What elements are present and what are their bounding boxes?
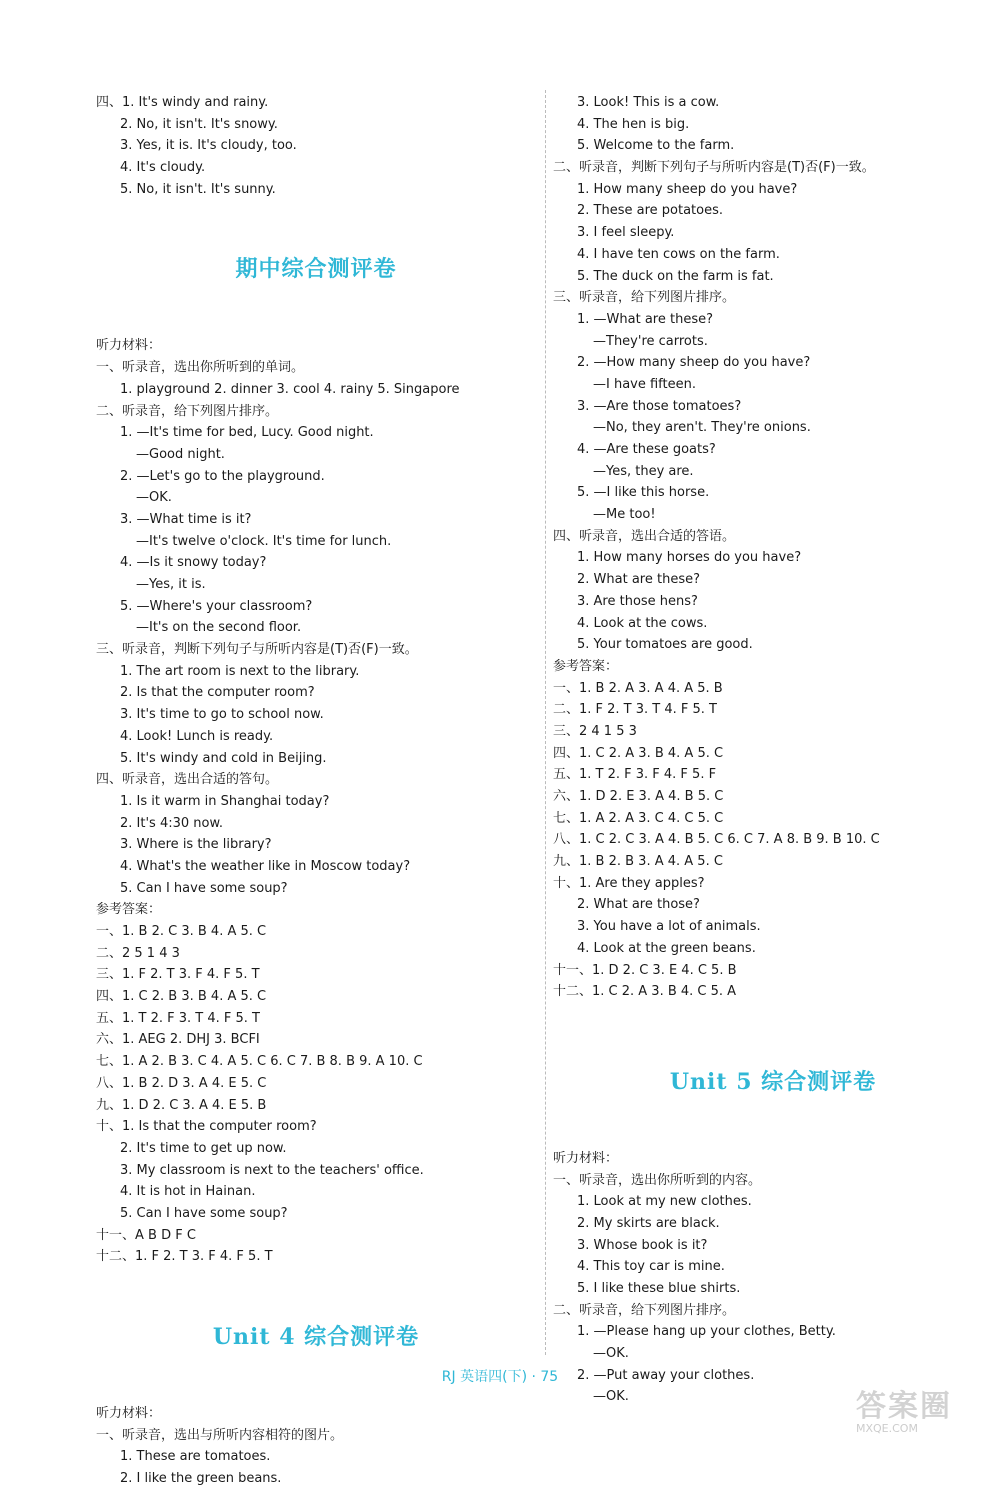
question-heading: 参考答案： bbox=[96, 902, 162, 918]
spacer bbox=[96, 1268, 536, 1320]
answer-line: 2. These are potatoes. bbox=[577, 203, 723, 219]
question-heading: 二、1. F 2. T 3. T 4. F 5. T bbox=[553, 702, 717, 718]
watermark-title: 答案圈 bbox=[856, 1389, 952, 1424]
answer-line: 4. Look! Lunch is ready. bbox=[120, 728, 274, 744]
spacer bbox=[96, 200, 536, 252]
answer-line: 2. Is that the computer room? bbox=[120, 685, 315, 701]
answer-line: 4. This toy car is mine. bbox=[577, 1259, 725, 1275]
answer-line: 5. Your tomatoes are good. bbox=[577, 637, 753, 653]
answer-line: 1. playground 2. dinner 3. cool 4. rainy 5. Singapore bbox=[120, 381, 460, 397]
left-column bbox=[96, 92, 536, 1490]
question-heading: 六、1. AEG 2. DHJ 3. BCFI bbox=[96, 1032, 260, 1048]
answer-line: 2. What are those? bbox=[577, 897, 700, 913]
question-heading: 听力材料： bbox=[553, 1150, 619, 1166]
spacer bbox=[96, 283, 536, 335]
question-heading: 参考答案： bbox=[553, 658, 619, 674]
answer-line: —Yes, they are. bbox=[593, 463, 694, 479]
answer-line: —It's on the second floor. bbox=[136, 620, 302, 636]
answer-line: —It's twelve o'clock. It's time for lunch. bbox=[136, 533, 392, 549]
question-heading: 二、2 5 1 4 3 bbox=[96, 945, 180, 961]
question-heading: 六、1. D 2. E 3. A 4. B 5. C bbox=[553, 789, 724, 804]
answer-line: 5. I like these blue shirts. bbox=[577, 1281, 741, 1296]
answer-line: 3. Where is the library? bbox=[120, 837, 272, 853]
answer-line: 4. What's the weather like in Moscow today? bbox=[120, 858, 411, 874]
question-heading: 五、1. T 2. F 3. F 4. F 5. F bbox=[553, 767, 717, 783]
answer-line: 5. Can I have some soup? bbox=[120, 1205, 288, 1221]
question-heading: 二、听录音，给下列图片排序。 bbox=[553, 1302, 736, 1318]
answer-line: 3. My classroom is next to the teachers' office. bbox=[120, 1162, 424, 1178]
right-column bbox=[553, 92, 993, 1408]
answer-line: 3. —What time is it? bbox=[120, 511, 252, 527]
question-heading: 八、1. C 2. C 3. A 4. B 5. C 6. C 7. A 8. B 9. B 10. C bbox=[553, 832, 880, 848]
answer-line: 5. The duck on the farm is fat. bbox=[577, 268, 774, 284]
answer-line: 1. —What are these? bbox=[577, 311, 713, 327]
answer-line: —I have fifteen. bbox=[593, 376, 696, 392]
answer-line: 1. Is it warm in Shanghai today? bbox=[120, 793, 330, 809]
answer-line: 3. Look! This is a cow. bbox=[577, 95, 720, 110]
answer-line: 2. My skirts are black. bbox=[577, 1215, 720, 1231]
column-divider bbox=[545, 90, 546, 1355]
question-heading: 二、听录音，判断下列句子与所听内容是(T)否(F)一致。 bbox=[553, 160, 875, 176]
question-heading: 一、听录音，选出与所听内容相符的图片。 bbox=[96, 1427, 344, 1443]
answer-line: 2. —Let's go to the playground. bbox=[120, 468, 325, 484]
question-heading: 十一、A B D F C bbox=[96, 1227, 196, 1243]
section-title: Unit 4 综合测评卷 bbox=[212, 1324, 420, 1350]
answer-line: 2. What are these? bbox=[577, 572, 700, 588]
answer-line: 4. It is hot in Hainan. bbox=[120, 1184, 256, 1200]
question-heading: 十一、1. D 2. C 3. E 4. C 5. B bbox=[553, 962, 737, 978]
answer-line: 4. —Are these goats? bbox=[577, 442, 716, 457]
answer-line: 3. —Are those tomatoes? bbox=[577, 398, 742, 414]
answer-line: 5. Can I have some soup? bbox=[120, 880, 288, 896]
answer-line: 4. Look at the cows. bbox=[577, 615, 708, 631]
answer-line: —They're carrots. bbox=[593, 333, 708, 349]
answer-line: —OK. bbox=[593, 1346, 629, 1362]
answer-line: 2. It's time to get up now. bbox=[120, 1140, 287, 1156]
section-title: Unit 5 综合测评卷 bbox=[669, 1068, 877, 1095]
question-heading: 四、1. C 2. B 3. B 4. A 5. C bbox=[96, 989, 267, 1005]
question-heading: 十二、1. C 2. A 3. B 4. C 5. A bbox=[553, 984, 737, 1000]
answer-line: —Me too! bbox=[593, 507, 656, 523]
answer-line: 3. Yes, it is. It's cloudy, too. bbox=[120, 138, 297, 154]
spacer bbox=[553, 1096, 993, 1148]
answer-line: 2. No, it isn't. It's snowy. bbox=[120, 116, 278, 132]
question-heading: 十、1. Is that the computer room? bbox=[96, 1119, 317, 1135]
question-heading: 四、听录音，选出合适的答语。 bbox=[553, 528, 736, 544]
question-heading: 三、2 4 1 5 3 bbox=[553, 723, 637, 739]
page-footer: RJ 英语四(下) · 75 bbox=[441, 1369, 559, 1385]
question-heading: 九、1. B 2. B 3. A 4. A 5. C bbox=[553, 854, 723, 870]
question-heading: 三、听录音，判断下列句子与所听内容是(T)否(F)一致。 bbox=[96, 642, 418, 658]
question-heading: 一、听录音，选出你所听到的内容。 bbox=[553, 1172, 762, 1188]
watermark-url: MXQE.COM bbox=[856, 1422, 918, 1435]
question-heading: 二、听录音，给下列图片排序。 bbox=[96, 403, 279, 419]
answer-line: 4. Look at the green beans. bbox=[577, 940, 756, 956]
answer-line: —OK. bbox=[593, 1389, 629, 1405]
spacer bbox=[553, 1003, 993, 1065]
answer-line: 5. Welcome to the farm. bbox=[577, 138, 735, 154]
question-heading: 四、1. It's windy and rainy. bbox=[96, 95, 269, 110]
question-heading: 听力材料： bbox=[96, 1406, 162, 1421]
answer-line: 1. The art room is next to the library. bbox=[120, 663, 360, 679]
question-heading: 四、听录音，选出合适的答句。 bbox=[96, 772, 279, 788]
answer-line: —Good night. bbox=[136, 446, 225, 462]
answer-line: 3. You have a lot of animals. bbox=[577, 919, 761, 935]
answer-line: 5. It's windy and cold in Beijing. bbox=[120, 750, 327, 766]
section-title: 期中综合测评卷 bbox=[235, 256, 397, 283]
answer-line: 5. No, it isn't. It's sunny. bbox=[120, 181, 276, 197]
answer-line: 4. I have ten cows on the farm. bbox=[577, 246, 780, 262]
question-heading: 四、1. C 2. A 3. B 4. A 5. C bbox=[553, 745, 724, 761]
answer-line: 2. —How many sheep do you have? bbox=[577, 355, 811, 371]
answer-line: 5. —I like this horse. bbox=[577, 485, 710, 501]
answer-line: 1. —It's time for bed, Lucy. Good night. bbox=[120, 425, 374, 441]
question-heading: 八、1. B 2. D 3. A 4. E 5. C bbox=[96, 1075, 267, 1091]
question-heading: 一、1. B 2. A 3. A 4. A 5. B bbox=[553, 680, 723, 696]
question-heading: 七、1. A 2. B 3. C 4. A 5. C 6. C 7. B 8. B 9. A 10. C bbox=[96, 1054, 423, 1070]
answer-line: 3. Are those hens? bbox=[577, 593, 698, 609]
question-heading: 十二、1. F 2. T 3. F 4. F 5. T bbox=[96, 1249, 273, 1265]
answer-line: 2. I like the green beans. bbox=[120, 1471, 282, 1487]
answer-line: 3. Whose book is it? bbox=[577, 1237, 708, 1253]
answer-line: 5. —Where's your classroom? bbox=[120, 598, 313, 614]
question-heading: 一、1. B 2. C 3. B 4. A 5. C bbox=[96, 924, 267, 939]
question-heading: 五、1. T 2. F 3. T 4. F 5. T bbox=[96, 1010, 260, 1026]
answer-line: 1. Look at my new clothes. bbox=[577, 1194, 752, 1210]
answer-line: 4. It's cloudy. bbox=[120, 160, 206, 176]
question-heading: 十、1. Are they apples? bbox=[553, 875, 705, 891]
answer-line: 3. I feel sleepy. bbox=[577, 225, 675, 241]
question-heading: 三、1. F 2. T 3. F 4. F 5. T bbox=[96, 967, 260, 983]
question-heading: 七、1. A 2. A 3. C 4. C 5. C bbox=[553, 810, 724, 826]
answer-line: 1. How many sheep do you have? bbox=[577, 181, 798, 197]
answer-line: 4. —Is it snowy today? bbox=[120, 555, 267, 571]
question-heading: 一、听录音，选出你所听到的单词。 bbox=[96, 360, 305, 376]
answer-line: 3. It's time to go to school now. bbox=[120, 707, 324, 723]
question-heading: 听力材料： bbox=[96, 338, 162, 354]
question-heading: 九、1. D 2. C 3. A 4. E 5. B bbox=[96, 1097, 267, 1113]
answer-line: 1. —Please hang up your clothes, Betty. bbox=[577, 1324, 836, 1340]
answer-line: 4. The hen is big. bbox=[577, 116, 690, 132]
answer-line: —No, they aren't. They're onions. bbox=[593, 420, 811, 436]
answer-line: 2. —Put away your clothes. bbox=[577, 1367, 755, 1383]
answer-line: —Yes, it is. bbox=[136, 577, 206, 592]
answer-line: 1. These are tomatoes. bbox=[120, 1449, 271, 1465]
watermark-logo bbox=[856, 1390, 992, 1458]
answer-line: 1. How many horses do you have? bbox=[577, 550, 802, 566]
question-heading: 三、听录音，给下列图片排序。 bbox=[553, 290, 736, 306]
answer-line: —OK. bbox=[136, 490, 172, 506]
answer-line: 2. It's 4:30 now. bbox=[120, 815, 224, 831]
